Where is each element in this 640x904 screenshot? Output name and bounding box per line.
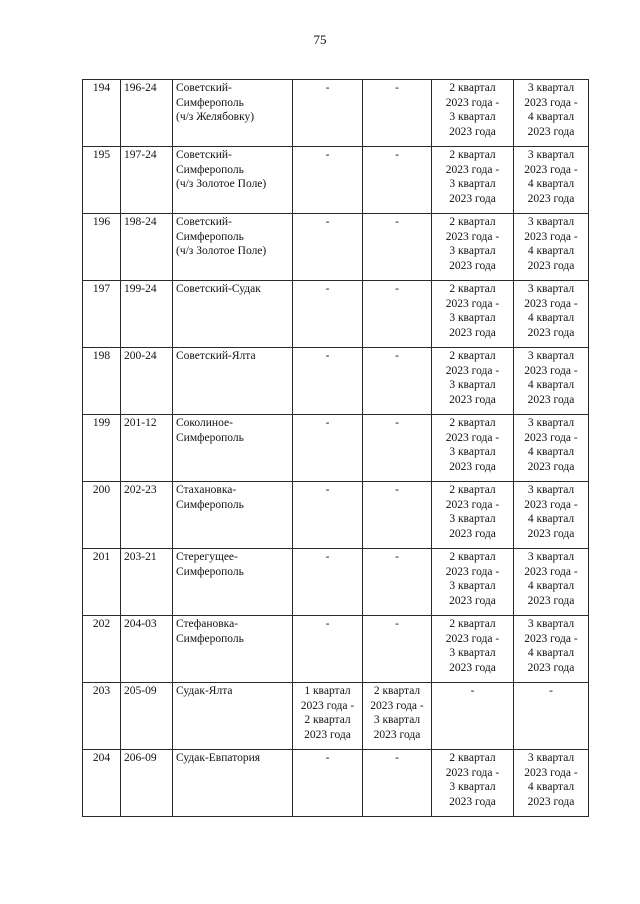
cell-line: - bbox=[325, 149, 330, 161]
period-1-cell bbox=[293, 80, 363, 147]
period-4-cell bbox=[514, 415, 589, 482]
row-number-cell: 196 bbox=[83, 214, 121, 281]
cell-line: - bbox=[395, 82, 399, 94]
cell-line: 2 квартал bbox=[449, 752, 496, 764]
cell-line: - bbox=[395, 752, 399, 764]
cell-line: 2023 года bbox=[449, 527, 496, 540]
cell-line: - bbox=[325, 350, 330, 362]
routes-table-body bbox=[83, 80, 589, 817]
cell-line: 2023 года - bbox=[524, 96, 578, 109]
cell-line: 2 квартал bbox=[449, 417, 496, 429]
cell-line: 2023 года bbox=[449, 661, 496, 674]
cell-line: 2023 года - bbox=[300, 699, 355, 712]
cell-line: 2023 года bbox=[527, 393, 575, 406]
period-3-cell bbox=[432, 281, 514, 348]
cell-line: Симферополь bbox=[176, 565, 244, 578]
route-name-cell bbox=[173, 616, 293, 683]
period-3-cell bbox=[432, 415, 514, 482]
cell-line: 2023 года - bbox=[524, 431, 578, 444]
cell-line: Симферополь bbox=[176, 96, 244, 109]
cell-line: Советский- bbox=[176, 82, 232, 94]
cell-line: 2023 года - bbox=[445, 364, 500, 377]
period-3-cell bbox=[432, 80, 514, 147]
cell-line: 2 квартал bbox=[449, 484, 496, 496]
cell-line: - bbox=[549, 685, 553, 697]
cell-line: 3 квартал bbox=[373, 714, 421, 727]
cell-line: 3 квартал bbox=[449, 178, 496, 191]
cell-line: 2 квартал bbox=[304, 714, 351, 727]
period-2-cell bbox=[363, 549, 432, 616]
cell-line: 2023 года bbox=[449, 460, 496, 473]
period-2-cell bbox=[363, 80, 432, 147]
period-2-cell bbox=[363, 750, 432, 817]
cell-line: 2023 года - bbox=[445, 632, 500, 645]
cell-line: Стефановка- bbox=[176, 618, 239, 630]
cell-line: - bbox=[325, 752, 330, 764]
row-number-cell: 202 bbox=[83, 616, 121, 683]
period-3-cell bbox=[432, 549, 514, 616]
cell-line: Стерегущее- bbox=[176, 551, 238, 563]
route-name-cell bbox=[173, 147, 293, 214]
cell-line: 4 квартал bbox=[527, 647, 575, 660]
table-row bbox=[83, 281, 589, 348]
period-3-cell bbox=[432, 750, 514, 817]
period-1-cell bbox=[293, 147, 363, 214]
period-2-cell bbox=[363, 616, 432, 683]
cell-line: 2023 года - bbox=[524, 163, 578, 176]
cell-line: 3 квартал bbox=[449, 379, 496, 392]
cell-line: 2023 года bbox=[449, 192, 496, 205]
cell-line: 3 квартал bbox=[527, 417, 575, 429]
route-name-cell bbox=[173, 750, 293, 817]
cell-line: Симферополь bbox=[176, 632, 244, 645]
cell-line: 2 квартал bbox=[449, 149, 496, 161]
route-code-cell: 203-21 bbox=[121, 549, 173, 616]
cell-line: 2 квартал bbox=[449, 82, 496, 94]
cell-line: 3 квартал bbox=[527, 551, 575, 563]
period-2-cell bbox=[363, 415, 432, 482]
cell-line: 2023 года bbox=[449, 125, 496, 138]
period-4-cell bbox=[514, 482, 589, 549]
cell-line: 2023 года - bbox=[524, 230, 578, 243]
cell-line: 3 квартал bbox=[449, 781, 496, 794]
cell-line: 4 квартал bbox=[527, 178, 575, 191]
period-1-cell bbox=[293, 214, 363, 281]
route-name-cell bbox=[173, 281, 293, 348]
cell-line: 3 квартал bbox=[527, 82, 575, 94]
cell-line: 4 квартал bbox=[527, 245, 575, 258]
period-1-cell bbox=[293, 683, 363, 750]
cell-line: 2023 года bbox=[527, 661, 575, 674]
period-4-cell bbox=[514, 683, 589, 750]
route-code-cell: 202-23 bbox=[121, 482, 173, 549]
cell-line: Симферополь bbox=[176, 163, 244, 176]
cell-line: 3 квартал bbox=[449, 647, 496, 660]
period-2-cell bbox=[363, 482, 432, 549]
cell-line: 2023 года - bbox=[524, 297, 578, 310]
cell-line: 3 квартал bbox=[527, 484, 575, 496]
route-code-cell: 204-03 bbox=[121, 616, 173, 683]
cell-line: - bbox=[395, 618, 399, 630]
cell-line: 3 квартал bbox=[449, 446, 496, 459]
cell-line: 2023 года bbox=[449, 326, 496, 339]
period-4-cell bbox=[514, 80, 589, 147]
cell-line: 2023 года - bbox=[524, 766, 578, 779]
cell-line: - bbox=[395, 350, 399, 362]
cell-line: 3 квартал bbox=[527, 283, 575, 295]
table-row bbox=[83, 683, 589, 750]
cell-line: - bbox=[395, 551, 399, 563]
cell-line: - bbox=[325, 618, 330, 630]
table-row bbox=[83, 616, 589, 683]
cell-line: - bbox=[395, 417, 399, 429]
cell-line: 2 квартал bbox=[373, 685, 421, 697]
route-code-cell: 201-12 bbox=[121, 415, 173, 482]
table-row bbox=[83, 482, 589, 549]
cell-line: Советский- bbox=[176, 149, 232, 161]
cell-line: 2023 года bbox=[449, 594, 496, 607]
cell-line: - bbox=[325, 417, 330, 429]
period-1-cell bbox=[293, 616, 363, 683]
row-number-cell: 203 bbox=[83, 683, 121, 750]
cell-line: 3 квартал bbox=[527, 618, 575, 630]
cell-line: 2 квартал bbox=[449, 618, 496, 630]
cell-line: - bbox=[325, 551, 330, 563]
table-row bbox=[83, 549, 589, 616]
cell-line: (ч/з Золотое Поле) bbox=[176, 178, 267, 191]
period-4-cell bbox=[514, 348, 589, 415]
cell-line: 3 квартал bbox=[527, 752, 575, 764]
period-1-cell bbox=[293, 549, 363, 616]
table-row bbox=[83, 348, 589, 415]
cell-line: 2023 года bbox=[449, 259, 496, 272]
period-4-cell bbox=[514, 616, 589, 683]
period-1-cell bbox=[293, 415, 363, 482]
cell-line: 2023 года bbox=[304, 728, 351, 741]
cell-line: 2023 года bbox=[449, 795, 496, 808]
route-name-cell bbox=[173, 80, 293, 147]
cell-line: 2023 года - bbox=[524, 632, 578, 645]
page-number: 75 bbox=[313, 32, 327, 47]
row-number-cell: 194 bbox=[83, 80, 121, 147]
period-2-cell bbox=[363, 147, 432, 214]
cell-line: Симферополь bbox=[176, 230, 244, 243]
cell-line: 3 квартал bbox=[449, 111, 496, 124]
cell-line: 3 квартал bbox=[449, 312, 496, 325]
row-number-cell: 201 bbox=[83, 549, 121, 616]
period-4-cell bbox=[514, 281, 589, 348]
cell-line: 2023 года bbox=[527, 326, 575, 339]
cell-line: 2023 года - bbox=[445, 498, 500, 511]
period-3-cell bbox=[432, 616, 514, 683]
cell-line: 4 квартал bbox=[527, 513, 575, 526]
cell-line: 2023 года - bbox=[524, 565, 578, 578]
cell-line: 2023 года bbox=[527, 125, 575, 138]
route-code-cell: 206-09 bbox=[121, 750, 173, 817]
route-code-cell: 199-24 bbox=[121, 281, 173, 348]
route-code-cell: 205-09 bbox=[121, 683, 173, 750]
row-number-cell: 199 bbox=[83, 415, 121, 482]
cell-line: 2023 года - bbox=[445, 565, 500, 578]
cell-line: Судак-Евпатория bbox=[176, 752, 261, 764]
cell-line: 2023 года - bbox=[445, 163, 500, 176]
cell-line: 2023 года - bbox=[445, 230, 500, 243]
route-name-cell bbox=[173, 482, 293, 549]
cell-line: 4 квартал bbox=[527, 111, 575, 124]
cell-line: 3 квартал bbox=[527, 216, 575, 228]
cell-line: 4 квартал bbox=[527, 446, 575, 459]
cell-line: 2 квартал bbox=[449, 350, 496, 362]
period-3-cell bbox=[432, 348, 514, 415]
cell-line: 2023 года - bbox=[445, 766, 500, 779]
cell-line: 2023 года bbox=[527, 259, 575, 272]
cell-line: 2023 года - bbox=[370, 699, 424, 712]
cell-line: - bbox=[325, 283, 330, 295]
route-code-cell: 197-24 bbox=[121, 147, 173, 214]
table-row bbox=[83, 415, 589, 482]
cell-line: 3 квартал bbox=[527, 350, 575, 362]
cell-line: 2 квартал bbox=[449, 283, 496, 295]
period-1-cell bbox=[293, 348, 363, 415]
table-row bbox=[83, 214, 589, 281]
period-3-cell bbox=[432, 214, 514, 281]
period-3-cell bbox=[432, 147, 514, 214]
table-row bbox=[83, 80, 589, 147]
period-2-cell bbox=[363, 683, 432, 750]
period-4-cell bbox=[514, 214, 589, 281]
routes-table bbox=[82, 79, 589, 817]
row-number-cell: 204 bbox=[83, 750, 121, 817]
cell-line: - bbox=[395, 149, 399, 161]
route-name-cell bbox=[173, 415, 293, 482]
period-4-cell bbox=[514, 750, 589, 817]
route-name-cell bbox=[173, 214, 293, 281]
cell-line: 2 квартал bbox=[449, 216, 496, 228]
cell-line: - bbox=[395, 216, 399, 228]
cell-line: - bbox=[325, 216, 330, 228]
cell-line: - bbox=[470, 685, 475, 697]
cell-line: 2023 года - bbox=[524, 364, 578, 377]
cell-line: 2023 года - bbox=[524, 498, 578, 511]
period-1-cell bbox=[293, 482, 363, 549]
route-name-cell bbox=[173, 348, 293, 415]
cell-line: 2023 года bbox=[527, 192, 575, 205]
cell-line: Советский-Судак bbox=[176, 283, 261, 295]
cell-line: 4 квартал bbox=[527, 580, 575, 593]
cell-line: - bbox=[325, 82, 330, 94]
period-4-cell bbox=[514, 549, 589, 616]
cell-line: 3 квартал bbox=[449, 513, 496, 526]
cell-line: 3 квартал bbox=[449, 245, 496, 258]
cell-line: 3 квартал bbox=[527, 149, 575, 161]
table-row bbox=[83, 147, 589, 214]
route-code-cell: 196-24 bbox=[121, 80, 173, 147]
period-3-cell bbox=[432, 683, 514, 750]
cell-line: 2023 года - bbox=[445, 297, 500, 310]
cell-line: 2023 года - bbox=[445, 431, 500, 444]
period-1-cell bbox=[293, 750, 363, 817]
cell-line: Советский- bbox=[176, 216, 232, 228]
cell-line: 2023 года bbox=[527, 527, 575, 540]
cell-line: (ч/з Золотое Поле) bbox=[176, 245, 267, 258]
cell-line: 4 квартал bbox=[527, 379, 575, 392]
cell-line: 1 квартал bbox=[304, 685, 351, 697]
cell-line: 2023 года bbox=[527, 594, 575, 607]
period-2-cell bbox=[363, 214, 432, 281]
cell-line: 4 квартал bbox=[527, 312, 575, 325]
cell-line: - bbox=[395, 484, 399, 496]
cell-line: Симферополь bbox=[176, 431, 244, 444]
cell-line: Судак-Ялта bbox=[176, 685, 233, 697]
cell-line: (ч/з Желябовку) bbox=[176, 111, 255, 124]
cell-line: 2023 года bbox=[373, 728, 421, 741]
cell-line: 4 квартал bbox=[527, 781, 575, 794]
cell-line: 2023 года bbox=[449, 393, 496, 406]
cell-line: 2023 года bbox=[527, 795, 575, 808]
route-code-cell: 200-24 bbox=[121, 348, 173, 415]
cell-line: 2 квартал bbox=[449, 551, 496, 563]
row-number-cell: 197 bbox=[83, 281, 121, 348]
cell-line: - bbox=[395, 283, 399, 295]
row-number-cell: 195 bbox=[83, 147, 121, 214]
cell-line: Советский-Ялта bbox=[176, 350, 256, 362]
cell-line: Стахановка- bbox=[176, 484, 237, 496]
period-1-cell bbox=[293, 281, 363, 348]
cell-line: 2023 года bbox=[527, 460, 575, 473]
route-name-cell bbox=[173, 683, 293, 750]
cell-line: - bbox=[325, 484, 330, 496]
cell-line: Соколиное- bbox=[176, 417, 233, 429]
cell-line: 3 квартал bbox=[449, 580, 496, 593]
period-4-cell bbox=[514, 147, 589, 214]
period-2-cell bbox=[363, 281, 432, 348]
route-code-cell: 198-24 bbox=[121, 214, 173, 281]
row-number-cell: 200 bbox=[83, 482, 121, 549]
cell-line: 2023 года - bbox=[445, 96, 500, 109]
table-row bbox=[83, 750, 589, 817]
period-2-cell bbox=[363, 348, 432, 415]
row-number-cell: 198 bbox=[83, 348, 121, 415]
period-3-cell bbox=[432, 482, 514, 549]
route-name-cell bbox=[173, 549, 293, 616]
cell-line: Симферополь bbox=[176, 498, 244, 511]
